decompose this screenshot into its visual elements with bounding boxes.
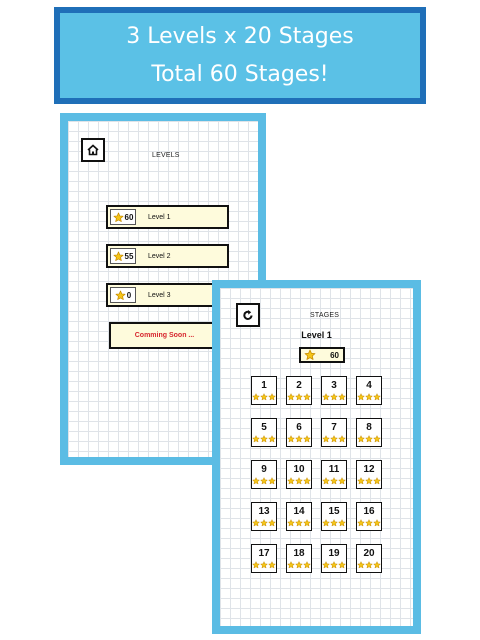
level-star-count (110, 209, 136, 225)
stage-number: 19 (328, 548, 340, 559)
star-icon (268, 393, 276, 401)
star-icon (260, 477, 268, 485)
star-icon (365, 435, 373, 443)
stage-stars (287, 519, 311, 527)
star-icon (338, 435, 346, 443)
star-icon (287, 435, 295, 443)
stage-button-4[interactable] (356, 376, 382, 405)
stage-stars (287, 393, 311, 401)
stages-title: STAGES (310, 312, 340, 319)
star-icon (330, 477, 338, 485)
stage-button-15[interactable] (321, 502, 347, 531)
stage-stars (357, 435, 381, 443)
stage-number: 16 (363, 506, 375, 517)
banner-line-1: 3 Levels x 20 Stages (126, 23, 354, 49)
star-icon (322, 435, 330, 443)
stage-number: 9 (261, 464, 267, 475)
star-icon (260, 393, 268, 401)
stage-button-2[interactable] (286, 376, 312, 405)
level-label: Level 2 (148, 252, 171, 260)
stage-number: 20 (363, 548, 375, 559)
stage-button-17[interactable] (251, 544, 277, 573)
star-icon (303, 393, 311, 401)
home-button[interactable] (81, 138, 105, 162)
promo-banner-inner (60, 13, 420, 98)
stage-stars (357, 393, 381, 401)
star-icon (338, 477, 346, 485)
star-icon (365, 519, 373, 527)
star-icon (330, 435, 338, 443)
star-icon (268, 435, 276, 443)
star-icon (357, 393, 365, 401)
star-icon (268, 519, 276, 527)
stage-stars (322, 435, 346, 443)
star-icon (373, 519, 381, 527)
star-icon (287, 519, 295, 527)
level-star-count (110, 287, 136, 303)
star-icon (115, 290, 126, 301)
stage-number: 14 (293, 506, 305, 517)
star-icon (357, 519, 365, 527)
star-icon (322, 519, 330, 527)
star-icon (252, 519, 260, 527)
star-icon (338, 519, 346, 527)
stage-button-11[interactable] (321, 460, 347, 489)
star-icon (357, 477, 365, 485)
stage-stars (287, 561, 311, 569)
stages-screen (212, 280, 421, 634)
star-icon (303, 561, 311, 569)
current-level-name: Level 1 (301, 330, 332, 340)
star-icon (365, 477, 373, 485)
star-icon (330, 561, 338, 569)
star-icon (252, 435, 260, 443)
star-icon (252, 477, 260, 485)
star-icon (373, 435, 381, 443)
stage-button-5[interactable] (251, 418, 277, 447)
star-icon (373, 393, 381, 401)
stage-number: 17 (258, 548, 270, 559)
levels-title: LEVELS (152, 152, 180, 159)
star-icon (260, 435, 268, 443)
star-icon (322, 477, 330, 485)
level-row-2[interactable] (106, 244, 229, 268)
stage-stars (252, 393, 276, 401)
stage-button-12[interactable] (356, 460, 382, 489)
star-icon (357, 435, 365, 443)
level-stars-value: 55 (124, 251, 134, 261)
star-icon (113, 212, 124, 223)
stage-stars (287, 435, 311, 443)
star-icon (295, 561, 303, 569)
stage-number: 7 (331, 422, 337, 433)
star-icon (303, 477, 311, 485)
stage-button-20[interactable] (356, 544, 382, 573)
star-icon (338, 561, 346, 569)
stage-stars (357, 477, 381, 485)
stage-button-14[interactable] (286, 502, 312, 531)
star-icon (330, 519, 338, 527)
star-icon (357, 561, 365, 569)
star-icon (304, 349, 316, 361)
level-row-3[interactable] (106, 283, 229, 307)
promo-banner (54, 7, 426, 104)
star-total-value: 60 (330, 350, 339, 360)
stage-number: 1 (261, 380, 267, 391)
stage-number: 8 (366, 422, 372, 433)
stage-number: 3 (331, 380, 337, 391)
star-icon (330, 393, 338, 401)
level-row-1[interactable] (106, 205, 229, 229)
level-label: Level 1 (148, 213, 171, 221)
stage-button-9[interactable] (251, 460, 277, 489)
stage-button-13[interactable] (251, 502, 277, 531)
stage-stars (252, 435, 276, 443)
star-icon (338, 393, 346, 401)
star-icon (303, 435, 311, 443)
star-icon (252, 561, 260, 569)
stage-stars (322, 477, 346, 485)
stage-stars (252, 477, 276, 485)
stage-button-1[interactable] (251, 376, 277, 405)
stage-number: 10 (293, 464, 305, 475)
stage-number: 18 (293, 548, 305, 559)
star-icon (365, 393, 373, 401)
stage-button-8[interactable] (356, 418, 382, 447)
stage-stars (252, 561, 276, 569)
stage-stars (322, 561, 346, 569)
stage-number: 6 (296, 422, 302, 433)
stage-button-7[interactable] (321, 418, 347, 447)
level-label: Level 3 (148, 291, 171, 299)
star-icon (365, 561, 373, 569)
stage-button-10[interactable] (286, 460, 312, 489)
star-icon (252, 393, 260, 401)
star-icon (303, 519, 311, 527)
stage-number: 4 (366, 380, 372, 391)
stage-button-18[interactable] (286, 544, 312, 573)
star-icon (295, 393, 303, 401)
star-total-badge (299, 347, 345, 363)
stage-number: 15 (328, 506, 340, 517)
stage-stars (252, 519, 276, 527)
stage-button-16[interactable] (356, 502, 382, 531)
stage-number: 5 (261, 422, 267, 433)
stage-number: 12 (363, 464, 375, 475)
stage-number: 2 (296, 380, 302, 391)
star-icon (268, 477, 276, 485)
stage-button-3[interactable] (321, 376, 347, 405)
star-icon (322, 561, 330, 569)
star-icon (322, 393, 330, 401)
stage-number: 13 (258, 506, 270, 517)
home-icon (87, 144, 99, 156)
star-icon (373, 477, 381, 485)
stage-stars (287, 477, 311, 485)
level-stars-value: 0 (126, 290, 132, 300)
stage-stars (322, 519, 346, 527)
banner-line-2: Total 60 Stages! (151, 61, 329, 87)
star-icon (113, 251, 124, 262)
star-icon (295, 435, 303, 443)
star-icon (287, 561, 295, 569)
stage-stars (357, 561, 381, 569)
stage-stars (357, 519, 381, 527)
level-star-count (110, 248, 136, 264)
coming-soon-button[interactable]: Comming Soon ... (109, 322, 220, 349)
stage-stars (322, 393, 346, 401)
star-icon (373, 561, 381, 569)
back-button[interactable] (236, 303, 260, 327)
star-icon (295, 519, 303, 527)
stage-grid (251, 376, 382, 573)
star-icon (287, 477, 295, 485)
stage-number: 11 (328, 464, 340, 475)
back-arrow-icon (242, 309, 254, 321)
star-icon (268, 561, 276, 569)
stage-button-19[interactable] (321, 544, 347, 573)
star-icon (260, 519, 268, 527)
star-icon (260, 561, 268, 569)
star-icon (287, 393, 295, 401)
star-icon (295, 477, 303, 485)
stage-button-6[interactable] (286, 418, 312, 447)
level-stars-value: 60 (124, 212, 134, 222)
